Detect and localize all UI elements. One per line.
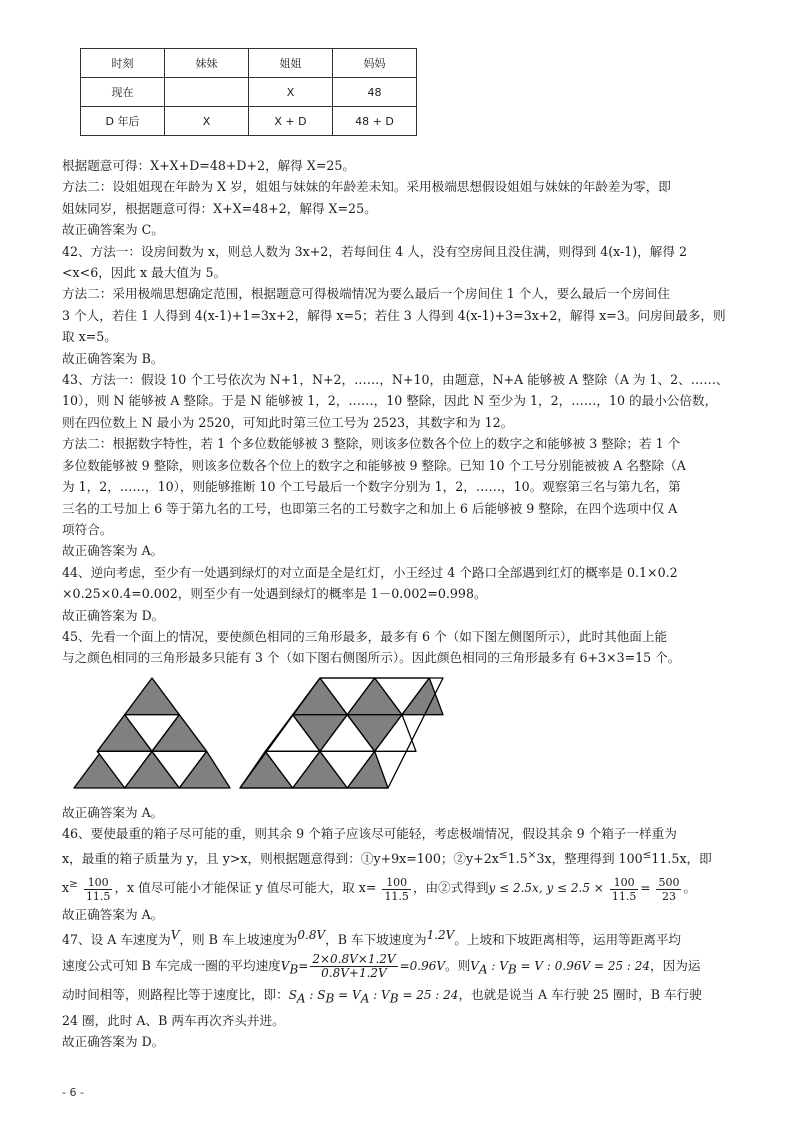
table-row (81, 107, 417, 136)
table-cell: D 年后 (81, 107, 165, 136)
math-symbol: = (640, 881, 651, 896)
fraction-denominator: 0.8V+1.2V (321, 965, 387, 980)
answer-line: 故正确答案为 D。 (62, 607, 165, 623)
table-cell: 48 (333, 78, 417, 107)
text-span: ，x 值尽可能小才能保证 y 值尽可能大，取 x= (114, 880, 377, 896)
table-cell: 妈妈 (333, 49, 417, 78)
text-line: 为 1，2，……，10），则能够推断 10 个工号最后一个数字分别为 1，2，……，10。观察第三名与第九名，第 (62, 479, 681, 495)
math-symbol: = (298, 958, 309, 973)
fraction-denominator: 23 (661, 889, 676, 903)
text-line: 42、方法一：设房间数为 x，则总人数为 3x+2，若每间住 4 人，没有空房间且没住满，则得到 4(x-1)，解得 2 (62, 243, 687, 259)
math-symbol: 0.8V (297, 928, 326, 942)
text-span: ，则 B 车上坡速度为 (179, 932, 298, 948)
text-span: x (62, 880, 70, 896)
math-symbol: S (288, 988, 297, 1003)
text-line: 10），则 N 能够被 A 整除。于是 N 能够被 1，2，……，10 整除，因此 N 至少为 1，2，……，10 的最小公倍数， (62, 393, 718, 409)
text-line: 24 圈，此时 A、B 两车再次齐头并进。 (62, 1013, 285, 1029)
text-line: 44、逆向考虑，至少有一处遇到绿灯的对立面是全是红灯，小王经过 4 个路口全部遇到红灯的概率是 0.1×0.2 (62, 564, 678, 580)
fraction-numerator: 100 (84, 876, 113, 890)
text-line (62, 869, 742, 903)
table-cell: 时刻 (81, 49, 165, 78)
fraction (84, 876, 113, 903)
text-span: x，最重的箱子质量为 y，且 y>x，则根据题意得到：①y+9x=100；②y+2x (62, 851, 499, 866)
table-cell (165, 78, 249, 107)
math-symbol: : V (487, 958, 508, 973)
text-line: 46、要使最重的箱子尽可能的重，则其余 9 个箱子应该尽可能轻，考虑极端情况，假设其余 9 个箱子一样重为 (62, 826, 677, 842)
text-span: 11.5x，即 (651, 851, 712, 866)
text-span: ，因为运 (650, 957, 701, 973)
math-symbol: A (296, 991, 306, 1006)
table-header-row (81, 49, 417, 78)
math-symbol: ≤ (498, 848, 508, 861)
text-span: 。 (683, 880, 697, 896)
math-symbol: V (280, 958, 290, 973)
math-symbol: B (289, 962, 299, 977)
page-number: - 6 - (62, 1086, 84, 1099)
text-line: 45、先看一个面上的情况，要使颜色相同的三角形最多，最多有 6 个（如下图左侧图所示），此时其他面上能 (62, 628, 668, 644)
text-line (62, 845, 742, 870)
table-cell: 姐姐 (249, 49, 333, 78)
text-line: 方法二：设姐姐现在年龄为 X 岁，姐姐与妹妹的年龄差未知。采用极端思想假设姐姐与妹妹的年龄差为零，即 (62, 179, 671, 195)
text-span: ，也就是说当 A 车行驶 25 圈时，B 车行驶 (458, 987, 702, 1003)
text-line: 三名的工号加上 6 等于第九名的工号，也即第三名的工号数字之和加上 6 后能够被 9 整除，在四个选项中仅 A (62, 500, 678, 516)
text-span: ，由②式得到 (412, 880, 489, 896)
math-symbol: B (389, 991, 399, 1006)
fraction (610, 876, 639, 903)
text-line (62, 984, 742, 1010)
text-span: 。上坡和下坡距离相等，运用等距离平均 (454, 932, 681, 948)
fraction-denominator: 11.5 (85, 889, 111, 903)
text-span: ，B 车下坡速度为 (325, 932, 427, 948)
math-expression: = 25 : 24 (398, 988, 459, 1003)
math-symbol: : V (369, 988, 390, 1003)
math-symbol: B (507, 962, 517, 977)
age-table (80, 48, 417, 136)
math-symbol: A (478, 962, 488, 977)
math-symbol: = V (334, 988, 361, 1003)
fraction (310, 953, 397, 980)
answer-line: 故正确答案为 A。 (62, 906, 164, 922)
text-span: 动时间相等，则路程比等于速度比，即： (62, 987, 289, 1003)
fraction-numerator: 2×0.8V×1.2V (312, 951, 396, 966)
text-line: 取 x=5。 (62, 329, 117, 345)
fraction-numerator: 100 (610, 876, 639, 890)
solution-block-bottom (62, 802, 742, 1053)
text-line: 多位数能够被 9 整除，则该多位数各个位上的数字之和能够被 9 整除。已知 10 个工号分别能被被 A 名整除（A (62, 457, 686, 473)
fraction-numerator: 500 (658, 875, 680, 889)
triangle-figure-right (238, 676, 448, 794)
table-cell: 现在 (81, 78, 165, 107)
math-symbol: V (470, 958, 479, 973)
text-line: 43、方法一：假设 10 个工号依次为 N+1，N+2，……，N+10，由题意，N+A 能够被 A 整除（A 为 1、2、……、 (62, 372, 729, 388)
answer-line: 故正确答案为 A。 (62, 805, 164, 820)
text-line: ×0.25×0.4=0.002，则至少有一处遇到绿灯的概率是 1－0.002=0.998。 (62, 586, 487, 602)
answer-line: 故正确答案为 A。 (62, 543, 164, 559)
math-symbol: ≥ (69, 878, 78, 891)
math-symbol: ≤ (642, 848, 652, 861)
answer-line: 故正确答案为 D。 (62, 1034, 165, 1050)
text-span: 3x，整理得到 100 (536, 851, 643, 866)
math-symbol: 1.2V (426, 928, 455, 942)
table-cell: X (249, 78, 333, 107)
answer-line: 故正确答案为 C。 (62, 222, 164, 238)
text-span: 。则 (445, 957, 471, 973)
triangle-figure-left (72, 676, 232, 794)
text-line: 项符合。 (62, 521, 113, 537)
text-line: 方法二：根据数字特性，若 1 个多位数能够被 3 整除，则该多位数各个位上的数字之和能够被 3 整除；若 1 个 (62, 436, 681, 452)
solution-block-top (62, 155, 742, 669)
math-symbol: B (325, 991, 335, 1006)
text-line: 则在四位数上 N 最小为 2520，可知此时第三位工号为 2523，其数字和为 12。 (62, 414, 514, 430)
table-row (81, 78, 417, 107)
text-line (62, 951, 742, 985)
table-cell: X (165, 107, 249, 136)
text-line: 3 个人，若住 1 人得到 4(x-1)+1=3x+2，解得 x=5；若住 3 人得到 4(x-1)+3=3x+2，解得 x=3。问房间最多，则 (62, 307, 726, 323)
text-line: <x<6，因此 x 最大值为 5。 (62, 265, 227, 281)
math-symbol: : S (305, 988, 326, 1003)
shaded-triangle (125, 678, 180, 715)
fraction-denominator: 11.5 (611, 889, 637, 903)
math-symbol: V (170, 928, 180, 942)
text-span: 1.5 (507, 851, 528, 866)
math-symbol: × (527, 848, 537, 861)
fraction (382, 876, 411, 903)
text-line (62, 925, 742, 951)
table-cell: 妹妹 (165, 49, 249, 78)
answer-line: 故正确答案为 B。 (62, 350, 164, 366)
fraction (656, 876, 681, 903)
text-line: 与之颜色相同的三角形最多只能有 3 个（如下图右侧图所示）。因此颜色相同的三角形最多有 6+3×3=15 个。 (62, 650, 681, 666)
math-symbol: A (360, 991, 370, 1006)
math-expression: =0.96V (399, 958, 446, 973)
fraction-denominator: 11.5 (384, 889, 409, 903)
table-cell: X + D (249, 107, 333, 136)
text-span: 速度公式可知 B 车完成一圈的平均速度 (62, 957, 281, 973)
text-line: 方法二：采用极端思想确定范围，根据题意可得极端情况为要么最后一个房间住 1 个人，要么最后一个房间住 (62, 286, 670, 302)
math-expression: = V : 0.96V = 25 : 24 (516, 958, 651, 973)
table-cell: 48 + D (333, 107, 417, 136)
text-line: 姐妹同岁，根据题意可得：X+X=48+2，解得 X=25。 (62, 200, 377, 216)
fraction-numerator: 100 (382, 876, 411, 890)
text-span: 47、设 A 车速度为 (62, 932, 171, 948)
text-line: 根据题意可得：X+X+D=48+D+2，解得 X=25。 (62, 158, 356, 173)
math-expression: y ≤ 2.5x, y ≤ 2.5 × (488, 881, 604, 896)
